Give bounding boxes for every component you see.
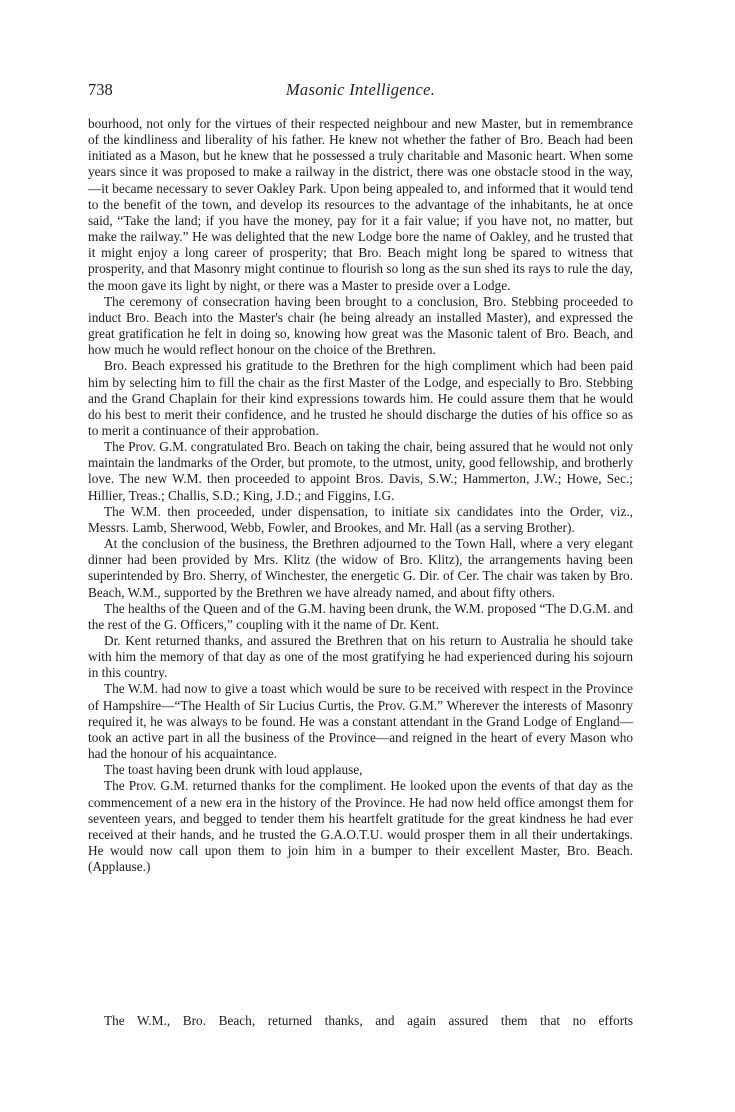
- page-number: 738: [88, 80, 113, 99]
- paragraph: The toast having been drunk with loud applause,: [104, 762, 363, 778]
- paragraph: The ceremony of consecration having been brought to a conclusion, Bro. Stebbing proceeded to induct Bro. Beach into the Master's chair (he being already an installed Master), and expressed the great gratification he felt in doing so, knowing how great was the Masonic talent of Bro. Beach, and how much he would reflect honour on the choice of the Brethren.: [88, 293, 633, 358]
- paragraph: Bro. Beach expressed his gratitude to the Brethren for the high compliment which had been paid him by selecting him to fill the chair as the first Master of the Lodge, and especially to Bro. Stebbing and the Grand Chaplain for their kind expressions towards him. He could assure them that he would do his best to merit their confidence, and he trusted he should discharge the duties of his office so as to merit a continuance of their approbation.: [88, 358, 633, 438]
- paragraph-continued: bourhood, not only for the virtues of their respected neighbour and new Master, but in remembrance of the kindliness and liberality of his father. He knew not whether the father of Bro. Beach had been initiated as a Mason, but he knew that he possessed a truly charitable and Masonic heart. When some years since it was proposed to make a railway in the district, there was one obstacle stood in the way,—it became necessary to sever Oakley Park. Upon being appealed to, and informed that it would tend to the benefit of the town, and develop its resources to the advantage of the inhabitants, he at once said, “Take the land; if you have the money, pay for it a fair value; if you have not, no matter, but make the railway.” He was delighted that the new Lodge bore the name of Oakley, and he trusted that it might enjoy a long career of prosperity; that Bro. Beach might long be spared to witness that prosperity, and that Masonry might continue to flourish so long as the sun shed its rays to rule the day, the moon gave its light by night, or there was a Master to preside over a Lodge.: [88, 116, 633, 293]
- article-body: [88, 116, 633, 875]
- paragraph: The W.M. had now to give a toast which would be sure to be received with respect in the Province of Hampshire—“The Health of Sir Lucius Curtis, the Prov. G.M.” Wherever the interests of Masonry required it, he was always to be found. He was a constant attendant in the Grand Lodge of England—took an active part in all the business of the Province—and reigned in the heart of every Mason who had the honour of his acquaintance.: [88, 681, 633, 762]
- paragraph: Dr. Kent returned thanks, and assured the Brethren that on his return to Australia he should take with him the memory of that day as one of the most gratifying he had experienced during his sojourn in this country.: [88, 633, 633, 681]
- paragraph: The healths of the Queen and of the G.M. having been drunk, the W.M. proposed “The D.G.M. and the rest of the G. Officers,” coupling with it the name of Dr. Kent.: [88, 600, 633, 632]
- paragraph: The Prov. G.M. returned thanks for the compliment. He looked upon the events of that day as the commencement of a new era in the history of the Province. He had now held office amongst them for seventeen years, and begged to tender them his heartfelt gratitude for the great kindness he had ever received at their hands, and he trusted the G.A.O.T.U. would prosper them in all their undertakings. He would now call upon them to join him in a bumper to their excellent Master, Bro. Beach. (Applause.): [88, 778, 633, 875]
- page-header: [88, 80, 633, 106]
- paragraph-continues-next-page: The W.M., Bro. Beach, returned thanks, and again assured them that no efforts: [104, 1013, 633, 1028]
- paragraph: The Prov. G.M. congratulated Bro. Beach on taking the chair, being assured that he would not only maintain the landmarks of the Order, but promote, to the utmost, unity, good fellowship, and brotherly love. The new W.M. then proceeded to appoint Bros. Davis, S.W.; Hammerton, J.W.; Howe, Sec.; Hillier, Treas.; Challis, S.D.; King, J.D.; and Figgins, I.G.: [88, 439, 633, 503]
- paragraph: The W.M. then proceeded, under dispensation, to initiate six candidates into the Order, viz., Messrs. Lamb, Sherwood, Webb, Fowler, and Brookes, and Mr. Hall (as a serving Brother).: [88, 503, 633, 535]
- running-title: Masonic Intelligence.: [285, 80, 436, 99]
- paragraph: At the conclusion of the business, the Brethren adjourned to the Town Hall, where a very elegant dinner had been provided by Mrs. Klitz (the widow of Bro. Klitz), the arrangements having been superintended by Bro. Sherry, of Winchester, the energetic G. Dir. of Cer. The chair was taken by Bro. Beach, W.M., supported by the Brethren we have already named, and about fifty others.: [88, 536, 633, 600]
